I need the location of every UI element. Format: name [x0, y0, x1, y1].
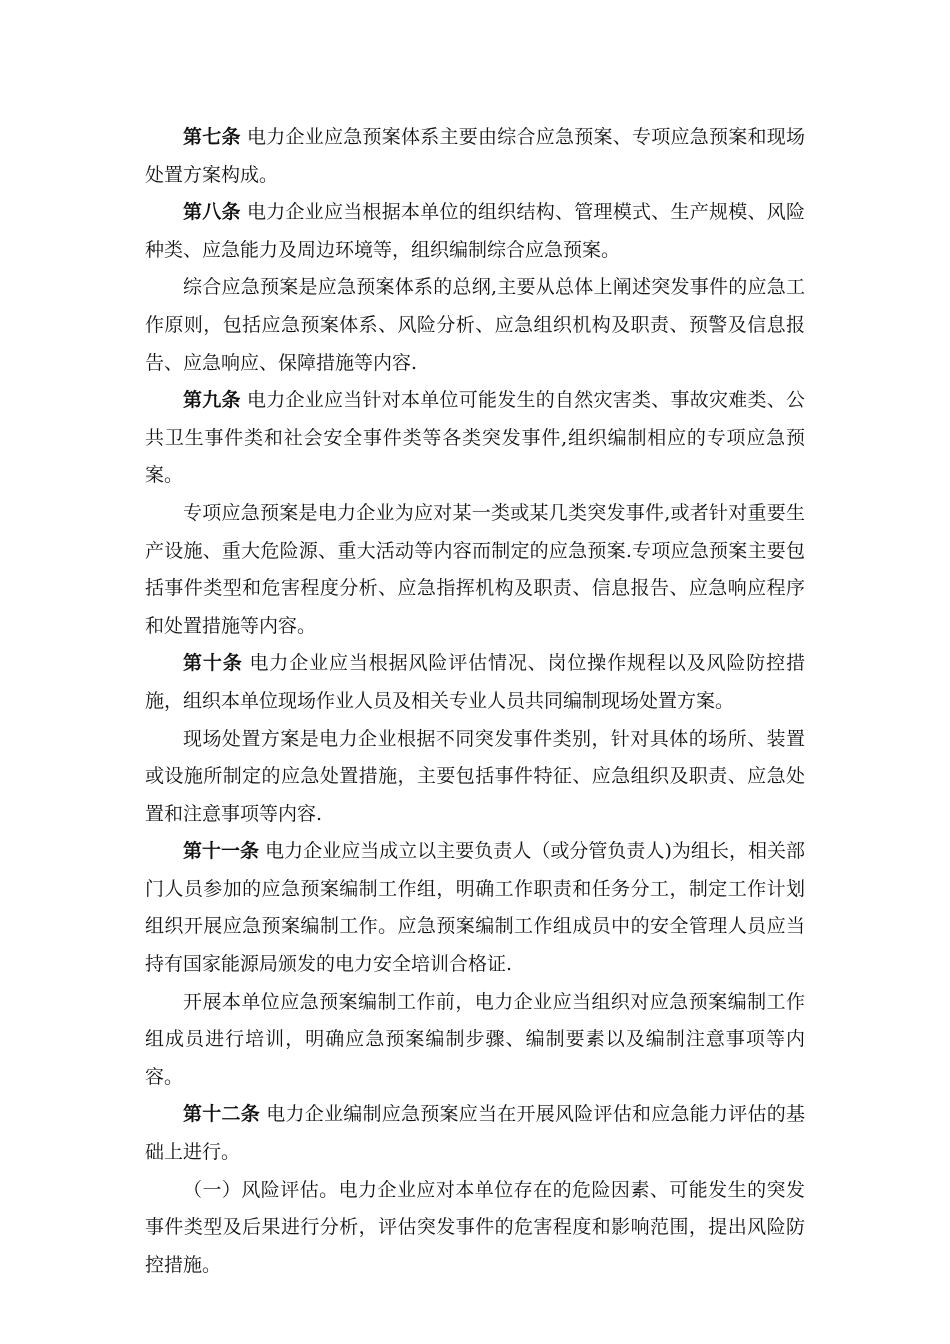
article-10	[145, 645, 805, 720]
article-text: 电力企业应当针对本单位可能发生的自然灾害类、事故灾难类、公共卫生事件类和社会安全事件类等各类突发事件,组织编制相应的专项应急预案。	[145, 389, 805, 487]
paragraph-text: 现场处置方案是电力企业根据不同突发事件类别，针对具体的场所、装置或设施所制定的应急处置措施，主要包括事件特征、应急组织及职责、应急处置和注意事项等内容.	[145, 727, 805, 825]
article-heading: 第十一条	[183, 840, 260, 863]
article-text: 电力企业应当成立以主要负责人（或分管负责人)为组长，相关部门人员参加的应急预案编制工作组，明确工作职责和任务分工，制定工作计划组织开展应急预案编制工作。应急预案编制工作组成员中的安全管理人员应当持有国家能源局颁发的电力安全培训合格证.	[145, 840, 805, 976]
article-12-item-1	[145, 1172, 805, 1285]
document-body	[145, 119, 805, 1284]
article-9-paragraph	[145, 495, 805, 645]
article-text: 电力企业编制应急预案应当在开展风险评估和应急能力评估的基础上进行。	[145, 1103, 805, 1164]
article-10-paragraph	[145, 721, 805, 834]
article-7	[145, 119, 805, 194]
article-text: 电力企业应当根据本单位的组织结构、管理模式、生产规模、风险种类、应急能力及周边环境等，组织编制综合应急预案。	[145, 201, 805, 261]
article-heading: 第七条	[183, 126, 241, 148]
article-8-paragraph	[145, 269, 805, 382]
article-heading: 第十条	[183, 652, 243, 675]
article-11	[145, 833, 805, 983]
article-11-paragraph	[145, 984, 805, 1097]
paragraph-text: 综合应急预案是应急预案体系的总纲,主要从总体上阐述突发事件的应急工作原则，包括应急预案体系、风险分析、应急组织机构及职责、预警及信息报告、应急响应、保障措施等内容.	[145, 276, 805, 374]
article-text: 电力企业应当根据风险评估情况、岗位操作规程以及风险防控措施，组织本单位现场作业人员及相关专业人员共同编制现场处置方案。	[145, 652, 805, 712]
paragraph-text: （一）风险评估。电力企业应对本单位存在的危险因素、可能发生的突发事件类型及后果进行分析，评估突发事件的危害程度和影响范围，提出风险防控措施。	[145, 1178, 805, 1276]
article-heading: 第九条	[183, 389, 241, 412]
article-12	[145, 1096, 805, 1171]
paragraph-text: 开展本单位应急预案编制工作前，电力企业应当组织对应急预案编制工作组成员进行培训，明确应急预案编制步骤、编制要素以及编制注意事项等内容。	[145, 990, 805, 1088]
paragraph-text: 专项应急预案是电力企业为应对某一类或某几类突发事件,或者针对重要生产设施、重大危险源、重大活动等内容而制定的应急预案.专项应急预案主要包括事件类型和危害程度分析、应急指挥机构及职责、信息报告、应急响应程序和处置措施等内容。	[145, 501, 805, 637]
article-heading: 第八条	[183, 201, 241, 224]
article-text: 电力企业应急预案体系主要由综合应急预案、专项应急预案和现场处置方案构成。	[145, 126, 805, 186]
article-8	[145, 194, 805, 269]
article-heading: 第十二条	[183, 1103, 260, 1126]
article-9	[145, 382, 805, 495]
